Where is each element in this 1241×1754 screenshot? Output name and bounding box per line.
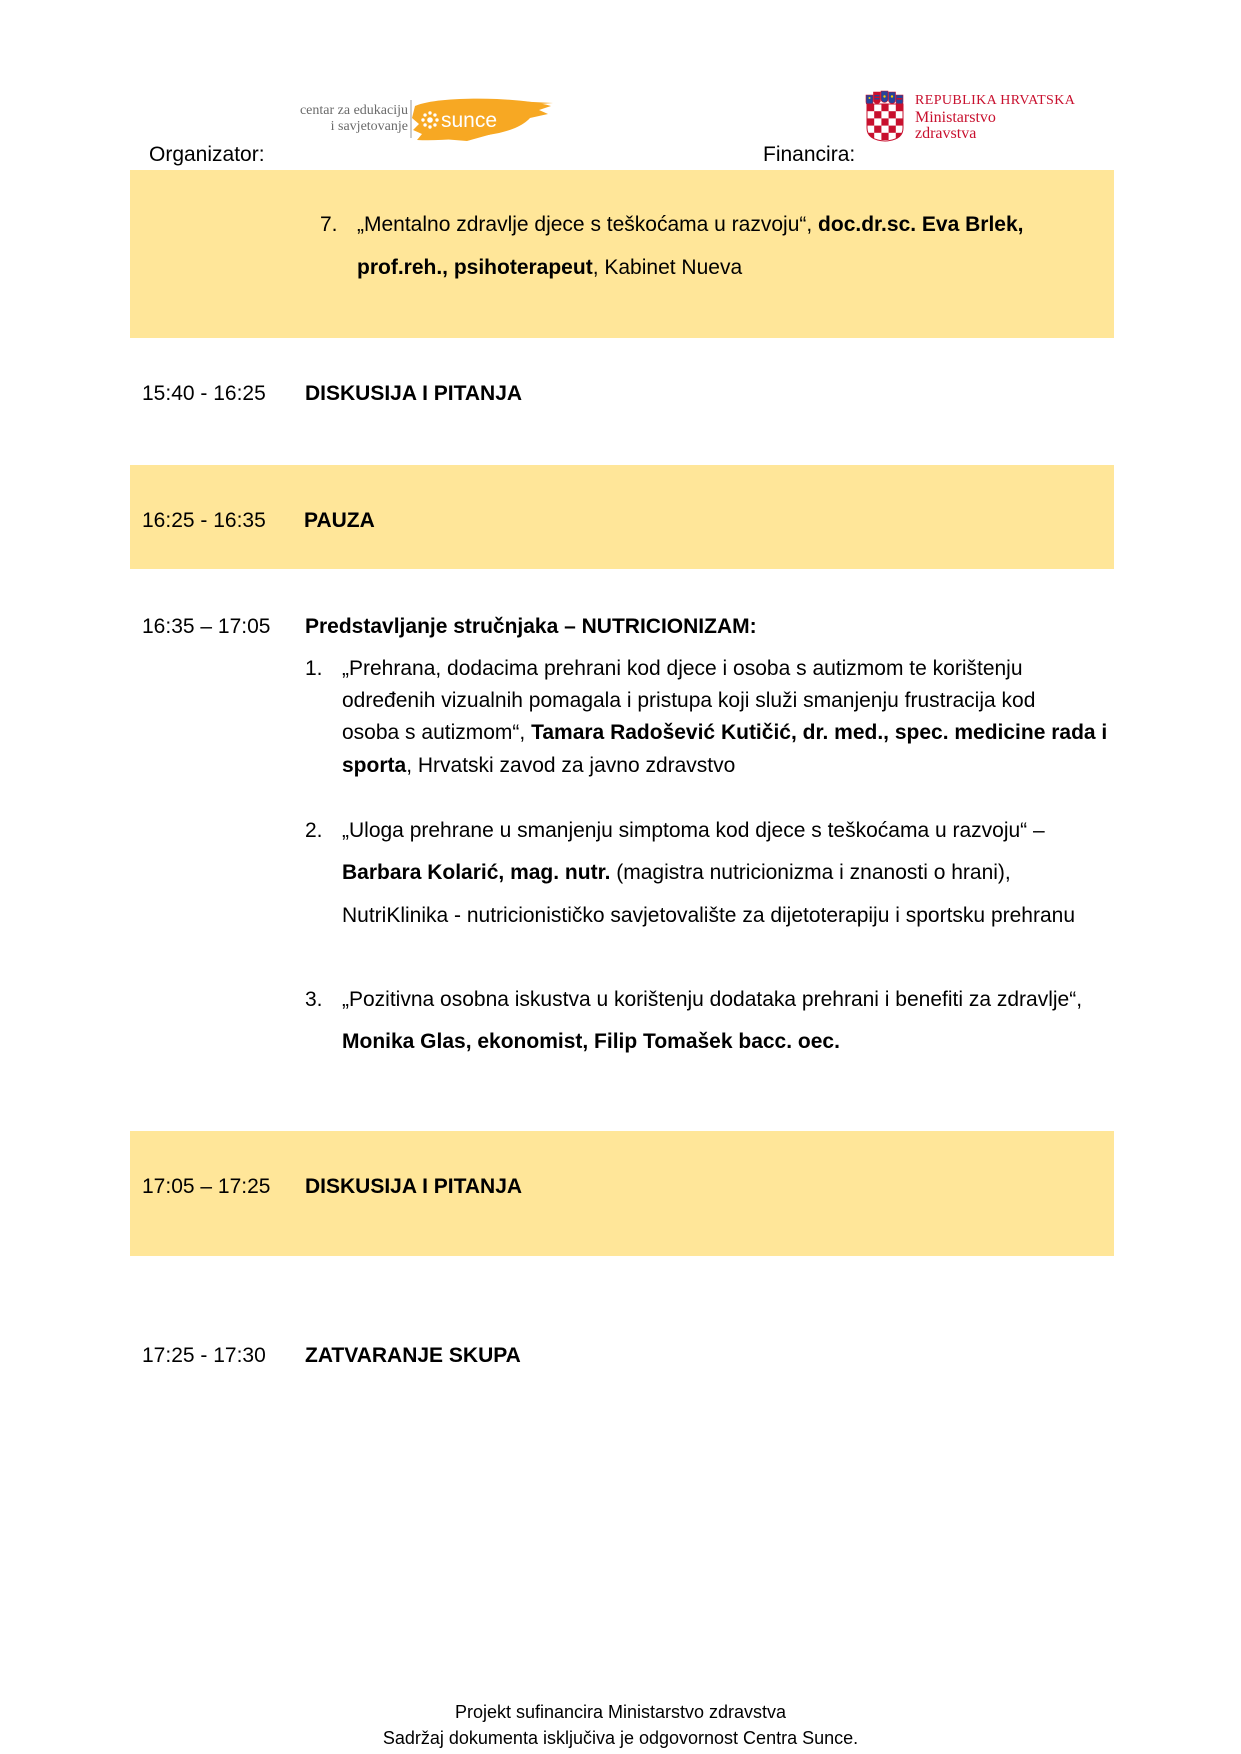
speaker-affiliation: , Hrvatski zavod za javno zdravstvo (406, 754, 736, 777)
speaker-name: prof.reh., psihoterapeut (357, 256, 593, 279)
speaker-title: (magistra nutricionizma i znanosti o hrani), (610, 861, 1011, 884)
sun-icon (421, 111, 438, 128)
session-time: 17:05 – 17:25 (142, 1175, 271, 1198)
session-time: 16:25 - 16:35 (142, 509, 266, 532)
session-time: 16:35 – 17:05 (142, 615, 271, 638)
organizer-logo-brand: sunce (441, 109, 498, 132)
chequy-shield (867, 104, 903, 141)
talk-number: 2. (305, 819, 323, 842)
crown (866, 91, 903, 106)
talk-line (342, 752, 735, 780)
organizer-logo-tagline-line2: i savjetovanje (330, 119, 408, 134)
session-title: Predstavljanje stručnjaka – NUTRICIONIZAM: (305, 615, 757, 638)
talk-line (342, 719, 1107, 747)
funder-logo-line1: REPUBLIKA HRVATSKA (915, 93, 1076, 108)
funder-label: Financira: (763, 143, 856, 166)
schedule-row (0, 1173, 1241, 1201)
session-time: 15:40 - 16:25 (142, 382, 266, 405)
speaker-name: doc.dr.sc. Eva Brlek, (818, 213, 1024, 236)
talk-line (342, 902, 1075, 930)
schedule-row (0, 1342, 1241, 1370)
schedule-row (0, 380, 1241, 408)
talk-title: „Pozitivna osobna iskustva u korištenju dodataka prehrani i benefiti za zdravlje“, (342, 988, 1083, 1011)
speaker-name: sporta (342, 754, 407, 777)
talk-line (342, 986, 1082, 1014)
session-time: 17:25 - 17:30 (142, 1344, 266, 1367)
talk-line (342, 687, 1035, 715)
footer-line: Projekt sufinancira Ministarstvo zdravstva (454, 1702, 787, 1722)
talk-line (342, 817, 1045, 845)
speaker-name: Barbara Kolarić, mag. nutr. (342, 861, 611, 884)
organizer-logo (292, 94, 554, 144)
session-title: DISKUSIJA I PITANJA (305, 1175, 523, 1198)
funder-logo-line2: Ministarstvo (915, 109, 996, 126)
session-title: DISKUSIJA I PITANJA (305, 382, 523, 405)
session-title: PAUZA (304, 509, 375, 532)
speaker-name: Tamara Radošević Kutičić, dr. med., spec. medicine rada i (531, 721, 1108, 744)
talk-line (342, 859, 1011, 887)
talk-number: 7. (320, 213, 338, 236)
coat-of-arms-icon (866, 91, 903, 141)
talk-number: 3. (305, 988, 323, 1011)
talk-title: „Prehrana, dodacima prehrani kod djece i osoba s autizmom te korištenju (342, 657, 1023, 680)
talk-line (357, 254, 742, 282)
speaker-name: Monika Glas, ekonomist, Filip Tomašek bacc. oec. (342, 1030, 840, 1053)
funder-logo (862, 86, 1092, 144)
schedule-row (0, 507, 1241, 535)
talk-line (342, 1028, 840, 1056)
footer-line: Sadržaj dokumenta isključiva je odgovornost Centra Sunce. (382, 1728, 859, 1748)
schedule-row (0, 613, 1241, 641)
talk-number: 1. (305, 657, 323, 680)
talk-title: „Mentalno zdravlje djece s teškoćama u razvoju“, (357, 213, 819, 236)
talk-title: određenih vizualnih pomagala i pristupa koji služi smanjenju frustracija kod (342, 689, 1036, 712)
talk-title: osoba s autizmom“, (342, 721, 532, 744)
session-title: ZATVARANJE SKUPA (305, 1344, 521, 1367)
speaker-affiliation: NutriKlinika - nutricionističko savjetovalište za dijetoterapiju i sportsku prehranu (342, 904, 1076, 927)
talk-line (357, 211, 1023, 239)
speaker-affiliation: , Kabinet Nueva (592, 256, 743, 279)
talk-line (342, 655, 1023, 683)
organizer-label: Organizator: (149, 143, 265, 166)
talk-title: „Uloga prehrane u smanjenju simptoma kod djece s teškoćama u razvoju“ – (342, 819, 1045, 842)
organizer-logo-tagline-line1: centar za edukaciju (299, 103, 408, 118)
funder-logo-line3: zdravstva (915, 125, 977, 142)
